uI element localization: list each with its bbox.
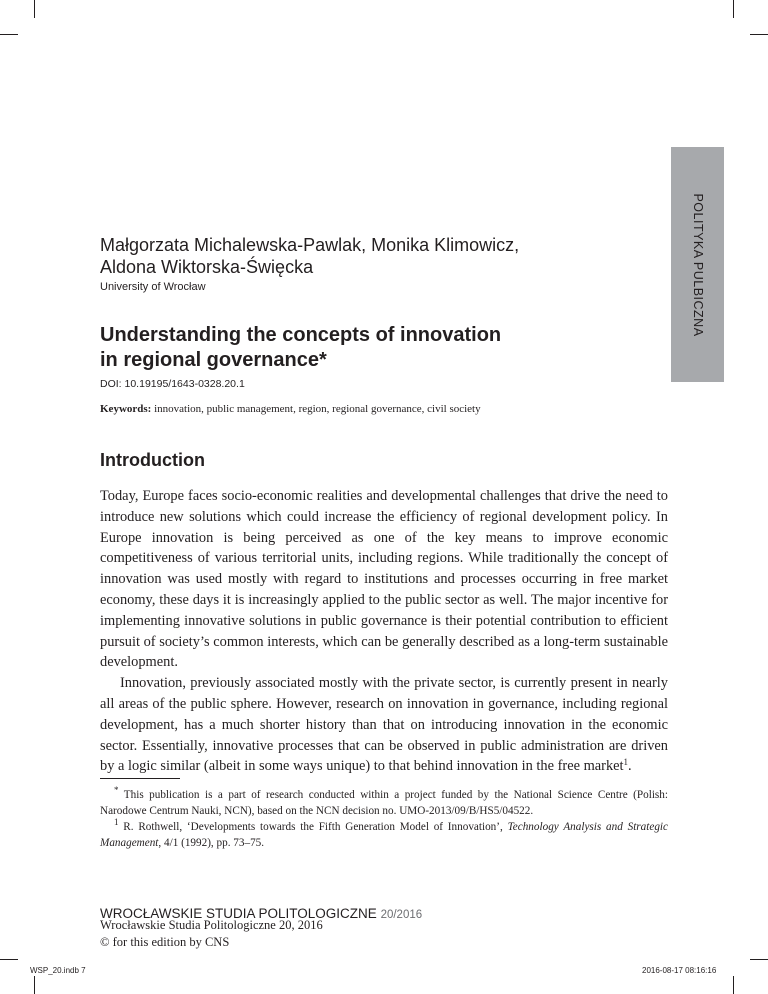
authors-line-1: Małgorzata Michalewska-Pawlak, Monika Klimowicz, (100, 235, 520, 255)
doi-link[interactable]: DOI: 10.19195/1643-0328.20.1 (100, 378, 245, 390)
footnote-divider (100, 778, 180, 779)
footnote-1-tail: , 4/1 (1992), pp. 73–75. (158, 837, 265, 849)
affiliation: University of Wrocław (100, 281, 206, 293)
authors-line-2: Aldona Wiktorska-Święcka (100, 257, 314, 277)
keywords-text: innovation, public management, region, regional governance, civil society (154, 403, 481, 415)
section-side-tab (671, 147, 724, 382)
title-line-2: in regional governance* (100, 349, 327, 371)
footnote-star-text: This publication is a part of research conducted within a project funded by the National Science Centre (Polish: Narodowe Centrum Nauki, NCN), based on the NCN decision no. UMO-2013/09/B/HS5/04522. (100, 789, 668, 817)
side-tab-label: POLITYKA PULBICZNA (690, 192, 705, 337)
slug-timestamp: 2016-08-17 08:16:16 (642, 966, 717, 975)
crop-mark-left-bottom (0, 959, 18, 960)
paragraph-1: Today, Europe faces socio-economic realities and developmental challenges that drive the need to introduce new solutions which could increase the efficiency of regional development policy. In Europe innovation is being perceived as one of the key means to improve economic competitiveness of various territorial units, including regions. While traditionally the concept of innovation was used mostly with regard to institutions and processes occurring in free market economy, these days it is increasingly applied to the public sector as well. The major incentive for implementing innovative solutions in public governance is their potential contribution to efficient pursuit of society’s common interests, which can be generally described as a long-term sustainable development. (100, 488, 668, 671)
slug-file: WSP_20.indb 7 (30, 966, 86, 975)
crop-mark-bottom-left (34, 976, 35, 994)
title-line-1: Understanding the concepts of innovation (100, 324, 502, 346)
journal-caps-text: WROCŁAWSKIE STUDIA POLITOLOGICZNE (100, 906, 377, 921)
copyright: © for this edition by CNS (100, 935, 230, 949)
journal-issue: 20/2016 (380, 909, 423, 921)
crop-mark-left-top (0, 34, 18, 35)
footnotes (100, 787, 668, 851)
footnote-ref-1[interactable]: 1 (623, 757, 629, 768)
crop-mark-top-right (733, 0, 734, 18)
section-heading: Introduction (100, 450, 205, 470)
footnote-1 (100, 819, 668, 851)
crop-mark-top-left (34, 0, 35, 18)
paragraph-2-text: Innovation, previously associated mostly with the private sector, is currently present in nearly all areas of the public sphere. However, research on innovation in governance, including regional development, has a much shorter history than that on introducing innovation in the economic sector. Essentially, innovative processes that can be observed in public administration are driven by a logic similar (albeit in some ways unique) to that behind innovation in the free market (100, 675, 668, 775)
journal-name-serif: Wrocławskie Studia Politologiczne 20, 2016 (100, 918, 323, 932)
crop-mark-right-bottom (750, 959, 768, 960)
crop-mark-right-top (750, 34, 768, 35)
footnote-1-italic: Technology Analysis and Strategic Management (100, 821, 668, 849)
footnote-star-mark: * (114, 785, 119, 795)
keywords-label: Keywords: (100, 403, 152, 415)
footnote-1-text: R. Rothwell, ‘Developments towards the Fifth Generation Model of Innovation’, (123, 821, 508, 833)
body-text (100, 486, 668, 777)
authors (100, 234, 519, 278)
paragraph-2 (100, 673, 668, 777)
article-title (100, 323, 501, 373)
footnote-1-mark: 1 (114, 817, 119, 827)
footnote-star (100, 787, 668, 819)
paragraph-2-end: . (628, 758, 632, 775)
keywords (100, 403, 481, 415)
crop-mark-bottom-right (733, 976, 734, 994)
